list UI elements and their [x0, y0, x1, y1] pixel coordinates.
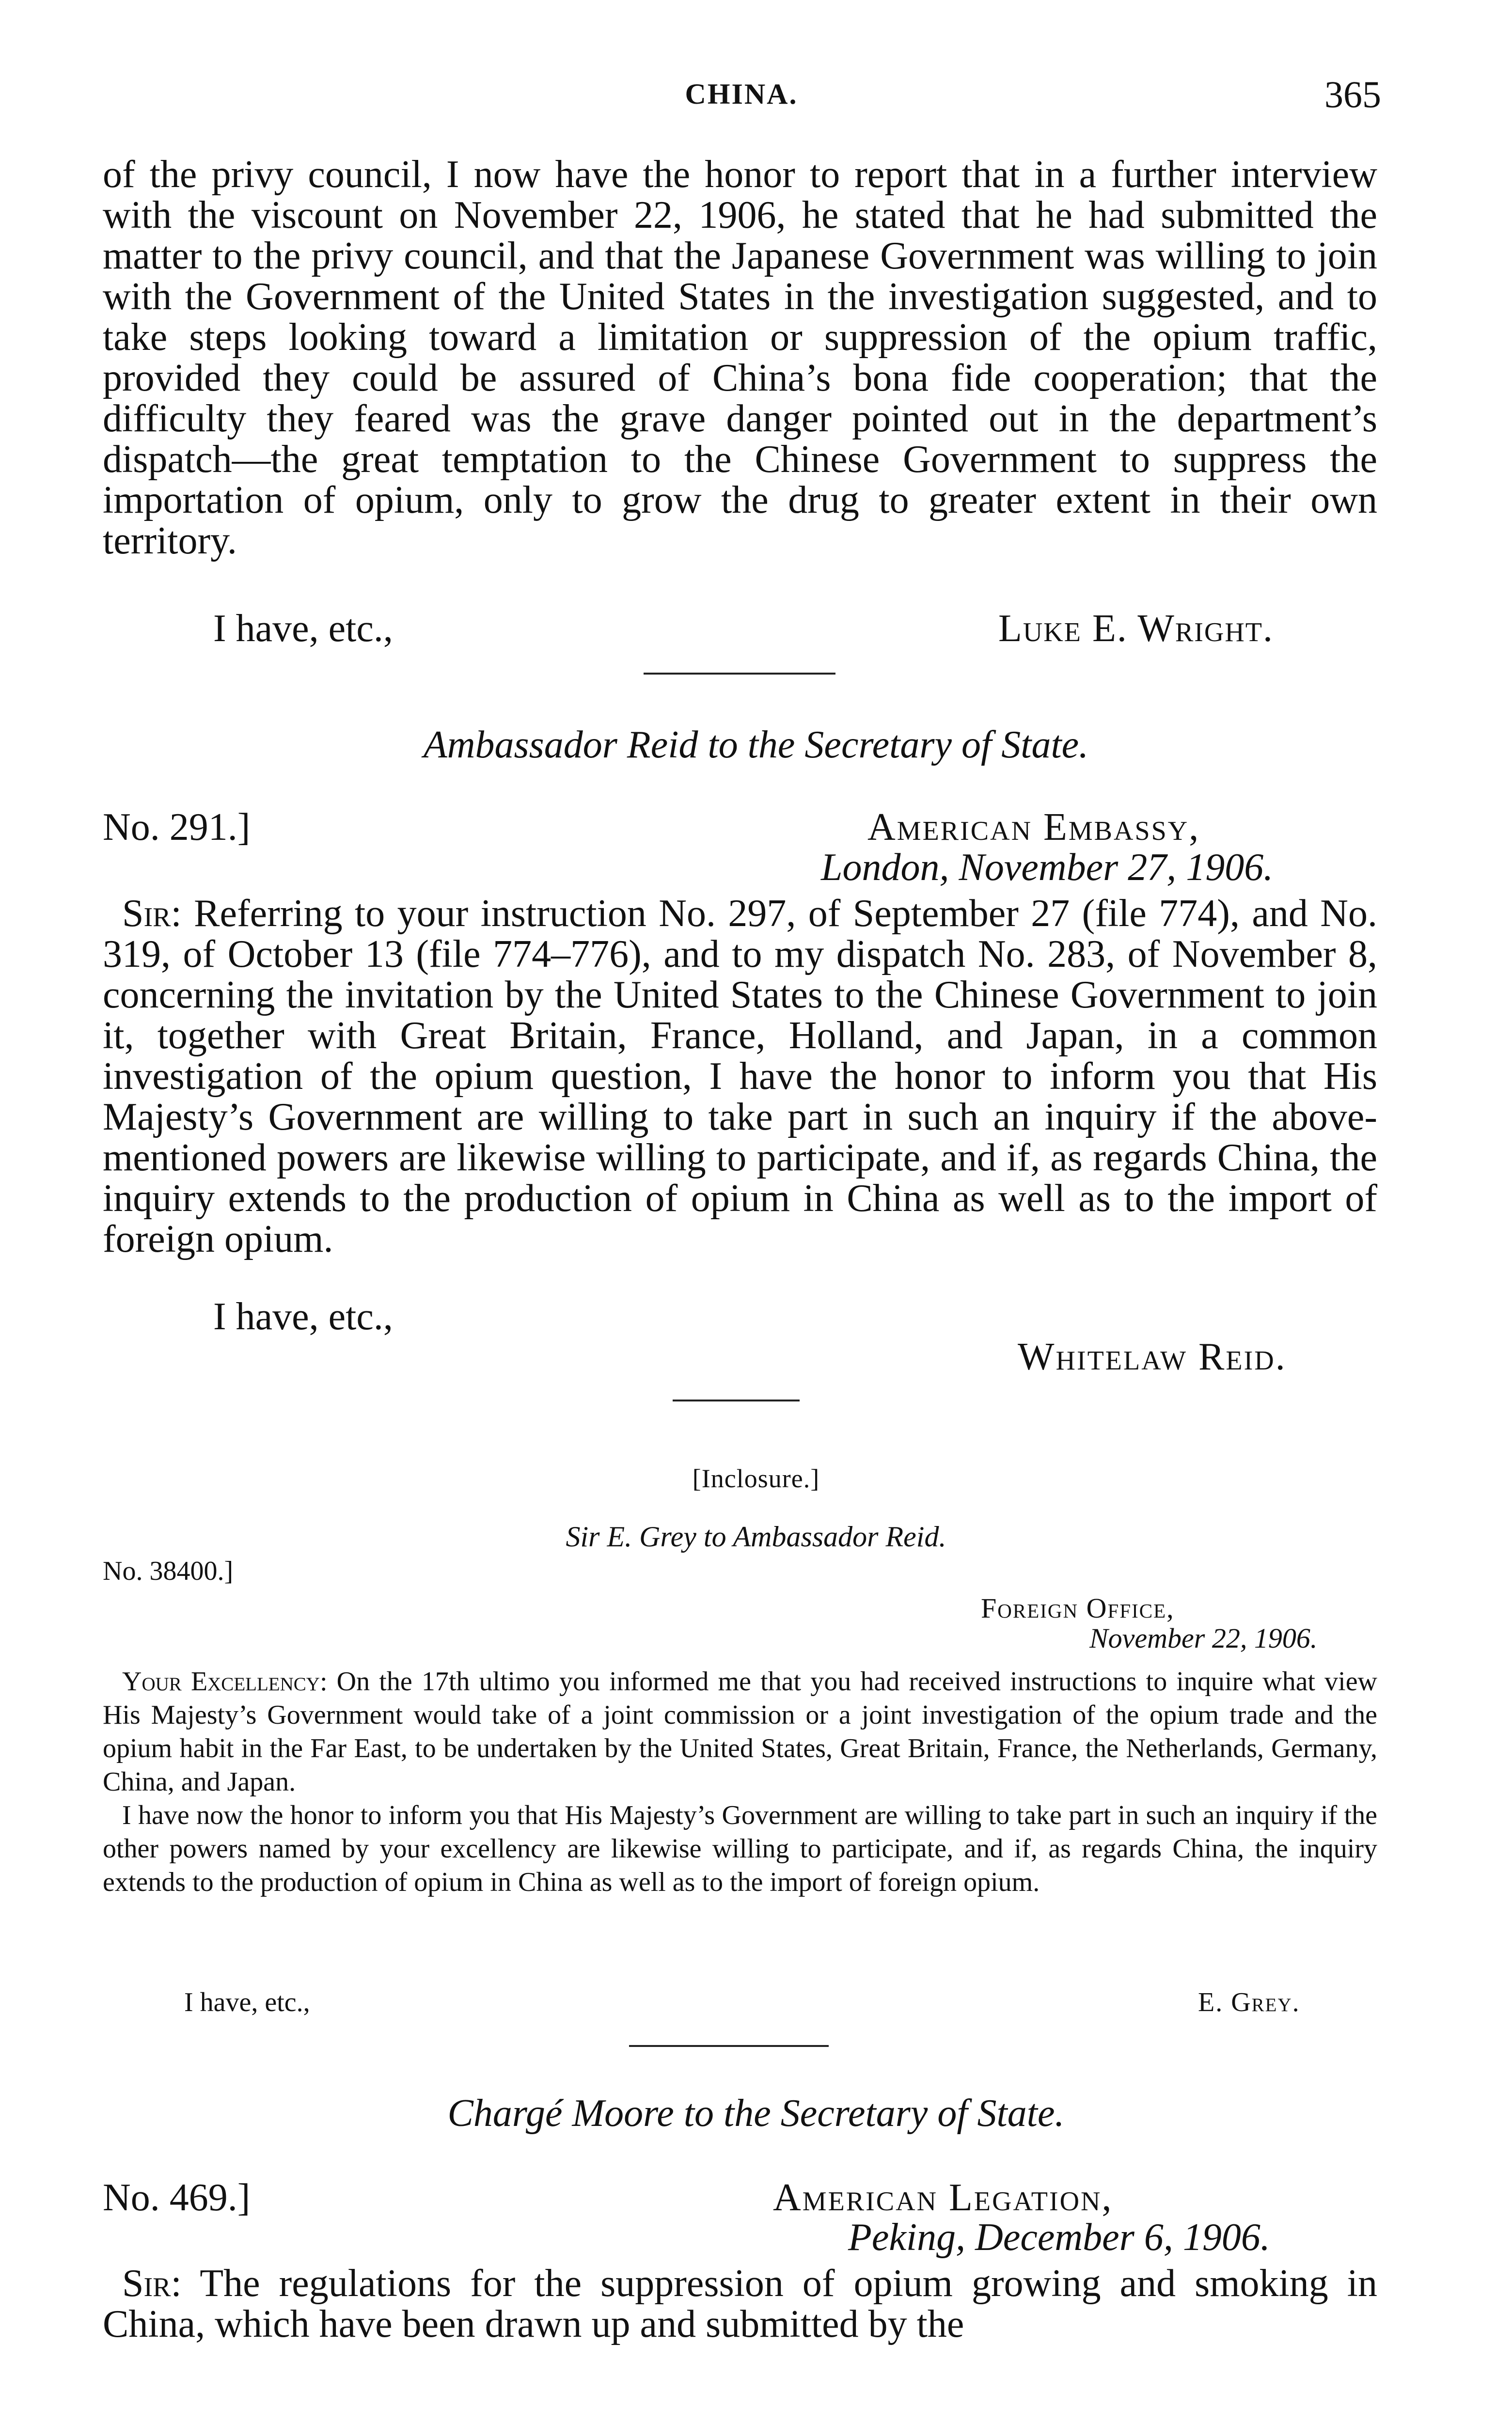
page-header	[102, 73, 1381, 121]
inclosure-signature: E. Grey.	[1198, 1987, 1300, 2017]
letter2-number: No. 291.]	[103, 806, 251, 849]
letter3-body-paragraph	[103, 2263, 1377, 2344]
inclosure-closing: I have, etc.,	[184, 1987, 310, 2017]
letter2-heading: Ambassador Reid to the Secretary of State.	[423, 724, 1089, 766]
inclosure-body-block	[103, 1665, 1377, 1899]
letter3-place: American Legation,	[773, 2176, 1113, 2219]
letter3-salutation: Sir:	[122, 2262, 182, 2305]
inclosure-date: November 22, 1906.	[1089, 1622, 1318, 1654]
letter3-date: Peking, December 6, 1906.	[848, 2216, 1270, 2259]
letter2-salutation: Sir:	[122, 892, 182, 935]
inclosure-paragraph-1-text: On the 17th ultimo you informed me that you had received instructions to inquire what view His Majesty’s Government would take of a joint commission or a joint investigation of the opium trade and the opium habit in the Far East, to be undertaken by the United States, Great Britain, France, the Netherlands, Germany, China, and Japan.	[103, 1667, 1377, 1797]
inclosure-label: [Inclosure.]	[692, 1464, 820, 1493]
letter2-signature: Whitelaw Reid.	[1018, 1336, 1287, 1378]
letter3-number: No. 469.]	[103, 2176, 251, 2219]
inclosure-place: Foreign Office,	[981, 1592, 1175, 1624]
inclosure-heading: Sir E. Grey to Ambassador Reid.	[566, 1521, 946, 1553]
letter2-place: American Embassy,	[867, 806, 1200, 849]
letter2-closing: I have, etc.,	[213, 1295, 393, 1338]
letter3-body-block	[103, 2263, 1377, 2344]
letter2-body: Referring to your instruction No. 297, of September 27 (file 774), and No. 319, of October 13 (file 774–776), and to my dispatch No. 283, of November 8, concerning the invitation by the United States to the Chinese Government to join it, together with Great Britain, France, Holland, and Japan, in a common investigation of the opium question, I have the honor to inform you that His Majesty’s Government are willing to take part in such an inquiry if the above-mentioned powers are likewise willing to participate, and if, as regards China, the inquiry extends to the production of opium in China as well as to the import of foreign opium.	[103, 892, 1378, 1260]
separator-rule	[644, 673, 835, 675]
letter1-body: of the privy council, I now have the honor to report that in a further interview with the viscount on November 22, 1906, he stated that he had submitted the matter to the privy council, and that the Japanese Government was willing to join with the Government of the United States in the investigation suggested, and to take steps looking toward a limitation or suppression of the opium traffic, provided they could be assured of China’s bona fide cooperation; that the difficulty they feared was the grave danger pointed out in the department’s dispatch—the great temptation to the Chinese Government to suppress the importation of opium, only to grow the drug to greater extent in their own territory.	[103, 153, 1377, 562]
letter1-signature: Luke E. Wright.	[998, 607, 1274, 650]
page-number: 365	[1324, 73, 1381, 115]
letter3-heading: Chargé Moore to the Secretary of State.	[447, 2092, 1065, 2135]
inclosure-salutation: Your Excellency:	[122, 1667, 328, 1697]
letter3-body: The regulations for the suppression of opium growing and smoking in China, which have been drawn up and submitted by the	[103, 2262, 1377, 2345]
inclosure-paragraph-1	[103, 1665, 1377, 1799]
letter2-body-block	[103, 893, 1377, 1259]
inclosure-paragraph-2: I have now the honor to inform you that His Majesty’s Government are willing to take part in such an inquiry if the other powers named by your excellency are likewise willing to participate, and if, as regards China, the inquiry extends to the production of opium in China as well as to the import of foreign opium.	[103, 1800, 1377, 1897]
letter2-date: London, November 27, 1906.	[821, 846, 1274, 889]
letter2-body-paragraph	[103, 893, 1377, 1259]
running-head: CHINA.	[685, 78, 798, 110]
letter1-closing: I have, etc.,	[213, 607, 393, 650]
separator-rule	[629, 2045, 829, 2047]
inclosure-number: No. 38400.]	[103, 1556, 234, 1586]
separator-rule	[673, 1400, 800, 1401]
letter1-body-block	[103, 154, 1377, 561]
